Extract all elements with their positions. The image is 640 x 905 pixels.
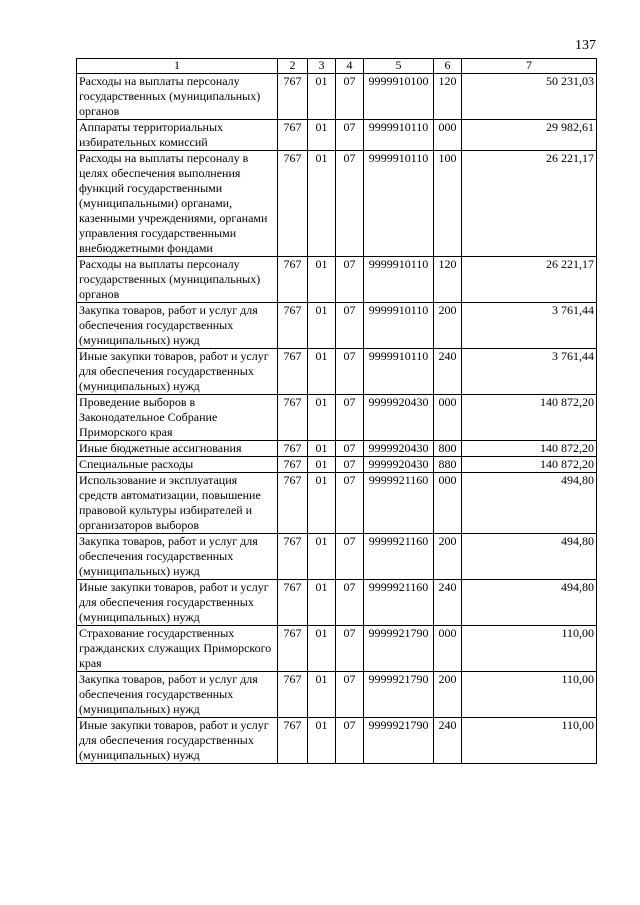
row-name: Проведение выборов в Законодательное Собрание Приморского края xyxy=(77,395,278,441)
column-header: 2 xyxy=(278,59,308,74)
row-code-2: 767 xyxy=(278,441,308,457)
row-code-5: 9999910110 xyxy=(364,151,434,257)
row-code-6: 100 xyxy=(434,151,462,257)
row-code-2: 767 xyxy=(278,626,308,672)
row-code-3: 01 xyxy=(308,457,336,473)
row-code-3: 01 xyxy=(308,534,336,580)
row-code-2: 767 xyxy=(278,672,308,718)
row-code-5: 9999920430 xyxy=(364,395,434,441)
column-header: 6 xyxy=(434,59,462,74)
row-code-4: 07 xyxy=(336,120,364,151)
row-name: Аппараты территориальных избирательных комиссий xyxy=(77,120,278,151)
row-name: Расходы на выплаты персоналу государственных (муниципальных) органов xyxy=(77,74,278,120)
table-row xyxy=(77,395,597,441)
table-row xyxy=(77,257,597,303)
row-name: Использование и эксплуатация средств автоматизации, повышение правовой культуры избирателей и организаторов выборов xyxy=(77,473,278,534)
row-code-2: 767 xyxy=(278,718,308,764)
row-code-4: 07 xyxy=(336,257,364,303)
row-code-2: 767 xyxy=(278,303,308,349)
row-code-6: 240 xyxy=(434,349,462,395)
row-code-5: 9999910110 xyxy=(364,349,434,395)
row-code-6: 000 xyxy=(434,395,462,441)
row-code-3: 01 xyxy=(308,718,336,764)
row-name: Специальные расходы xyxy=(77,457,278,473)
row-code-2: 767 xyxy=(278,151,308,257)
table-row xyxy=(77,473,597,534)
row-sum: 26 221,17 xyxy=(462,257,597,303)
row-name: Иные закупки товаров, работ и услуг для обеспечения государственных (муниципальных) нужд xyxy=(77,349,278,395)
row-code-4: 07 xyxy=(336,151,364,257)
row-code-6: 000 xyxy=(434,626,462,672)
header-row xyxy=(77,59,597,74)
row-code-5: 9999920430 xyxy=(364,457,434,473)
row-code-6: 000 xyxy=(434,473,462,534)
page-number: 137 xyxy=(575,38,596,53)
table-row xyxy=(77,120,597,151)
row-code-3: 01 xyxy=(308,120,336,151)
budget-table xyxy=(76,58,597,764)
row-code-4: 07 xyxy=(336,718,364,764)
row-code-6: 240 xyxy=(434,580,462,626)
table-row xyxy=(77,349,597,395)
row-code-3: 01 xyxy=(308,74,336,120)
row-code-6: 880 xyxy=(434,457,462,473)
row-code-5: 9999921790 xyxy=(364,672,434,718)
row-name: Иные закупки товаров, работ и услуг для обеспечения государственных (муниципальных) нужд xyxy=(77,718,278,764)
row-code-3: 01 xyxy=(308,395,336,441)
row-name: Иные бюджетные ассигнования xyxy=(77,441,278,457)
row-sum: 140 872,20 xyxy=(462,395,597,441)
row-name: Закупка товаров, работ и услуг для обеспечения государственных (муниципальных) нужд xyxy=(77,672,278,718)
row-code-6: 200 xyxy=(434,672,462,718)
row-code-5: 9999920430 xyxy=(364,441,434,457)
table-row xyxy=(77,672,597,718)
row-code-3: 01 xyxy=(308,580,336,626)
column-header: 7 xyxy=(462,59,597,74)
row-sum: 3 761,44 xyxy=(462,349,597,395)
table-row xyxy=(77,457,597,473)
row-code-3: 01 xyxy=(308,303,336,349)
row-code-3: 01 xyxy=(308,257,336,303)
row-code-2: 767 xyxy=(278,74,308,120)
row-code-5: 9999910110 xyxy=(364,303,434,349)
row-sum: 110,00 xyxy=(462,718,597,764)
row-code-3: 01 xyxy=(308,441,336,457)
row-code-2: 767 xyxy=(278,457,308,473)
row-code-5: 9999921160 xyxy=(364,473,434,534)
row-sum: 29 982,61 xyxy=(462,120,597,151)
row-sum: 110,00 xyxy=(462,672,597,718)
table-row xyxy=(77,534,597,580)
row-code-5: 9999921160 xyxy=(364,534,434,580)
row-sum: 494,80 xyxy=(462,473,597,534)
row-sum: 3 761,44 xyxy=(462,303,597,349)
column-header: 4 xyxy=(336,59,364,74)
row-sum: 494,80 xyxy=(462,534,597,580)
row-code-6: 240 xyxy=(434,718,462,764)
row-code-2: 767 xyxy=(278,349,308,395)
row-code-3: 01 xyxy=(308,672,336,718)
row-code-2: 767 xyxy=(278,580,308,626)
row-code-2: 767 xyxy=(278,473,308,534)
row-code-2: 767 xyxy=(278,395,308,441)
row-sum: 110,00 xyxy=(462,626,597,672)
table-row xyxy=(77,441,597,457)
row-code-4: 07 xyxy=(336,441,364,457)
row-code-3: 01 xyxy=(308,349,336,395)
column-header: 5 xyxy=(364,59,434,74)
row-name: Расходы на выплаты персоналу в целях обеспечения выполнения функций государственными (муниципальными) органами, казенными учреждениями, органами управления государственными внебюджетными фондами xyxy=(77,151,278,257)
row-code-2: 767 xyxy=(278,120,308,151)
row-name: Расходы на выплаты персоналу государственных (муниципальных) органов xyxy=(77,257,278,303)
column-header: 3 xyxy=(308,59,336,74)
row-name: Иные закупки товаров, работ и услуг для обеспечения государственных (муниципальных) нужд xyxy=(77,580,278,626)
table-row xyxy=(77,580,597,626)
row-code-4: 07 xyxy=(336,457,364,473)
row-code-4: 07 xyxy=(336,349,364,395)
row-code-4: 07 xyxy=(336,672,364,718)
row-code-3: 01 xyxy=(308,473,336,534)
row-name: Страхование государственных гражданских служащих Приморского края xyxy=(77,626,278,672)
row-code-3: 01 xyxy=(308,626,336,672)
row-name: Закупка товаров, работ и услуг для обеспечения государственных (муниципальных) нужд xyxy=(77,534,278,580)
row-code-4: 07 xyxy=(336,580,364,626)
row-sum: 26 221,17 xyxy=(462,151,597,257)
row-sum: 50 231,03 xyxy=(462,74,597,120)
row-code-4: 07 xyxy=(336,534,364,580)
table-row xyxy=(77,303,597,349)
row-sum: 140 872,20 xyxy=(462,457,597,473)
row-code-4: 07 xyxy=(336,303,364,349)
row-code-5: 9999921790 xyxy=(364,626,434,672)
row-name: Закупка товаров, работ и услуг для обеспечения государственных (муниципальных) нужд xyxy=(77,303,278,349)
column-header: 1 xyxy=(77,59,278,74)
row-code-4: 07 xyxy=(336,626,364,672)
row-code-5: 9999910110 xyxy=(364,120,434,151)
row-code-6: 200 xyxy=(434,303,462,349)
row-sum: 140 872,20 xyxy=(462,441,597,457)
row-code-5: 9999910110 xyxy=(364,257,434,303)
row-code-6: 120 xyxy=(434,74,462,120)
row-sum: 494,80 xyxy=(462,580,597,626)
row-code-3: 01 xyxy=(308,151,336,257)
row-code-4: 07 xyxy=(336,74,364,120)
row-code-6: 120 xyxy=(434,257,462,303)
table-row xyxy=(77,718,597,764)
row-code-2: 767 xyxy=(278,257,308,303)
row-code-5: 9999910100 xyxy=(364,74,434,120)
table-row xyxy=(77,626,597,672)
table-row xyxy=(77,151,597,257)
row-code-2: 767 xyxy=(278,534,308,580)
row-code-4: 07 xyxy=(336,395,364,441)
row-code-4: 07 xyxy=(336,473,364,534)
table-row xyxy=(77,74,597,120)
row-code-5: 9999921160 xyxy=(364,580,434,626)
row-code-6: 200 xyxy=(434,534,462,580)
row-code-6: 000 xyxy=(434,120,462,151)
row-code-6: 800 xyxy=(434,441,462,457)
row-code-5: 9999921790 xyxy=(364,718,434,764)
